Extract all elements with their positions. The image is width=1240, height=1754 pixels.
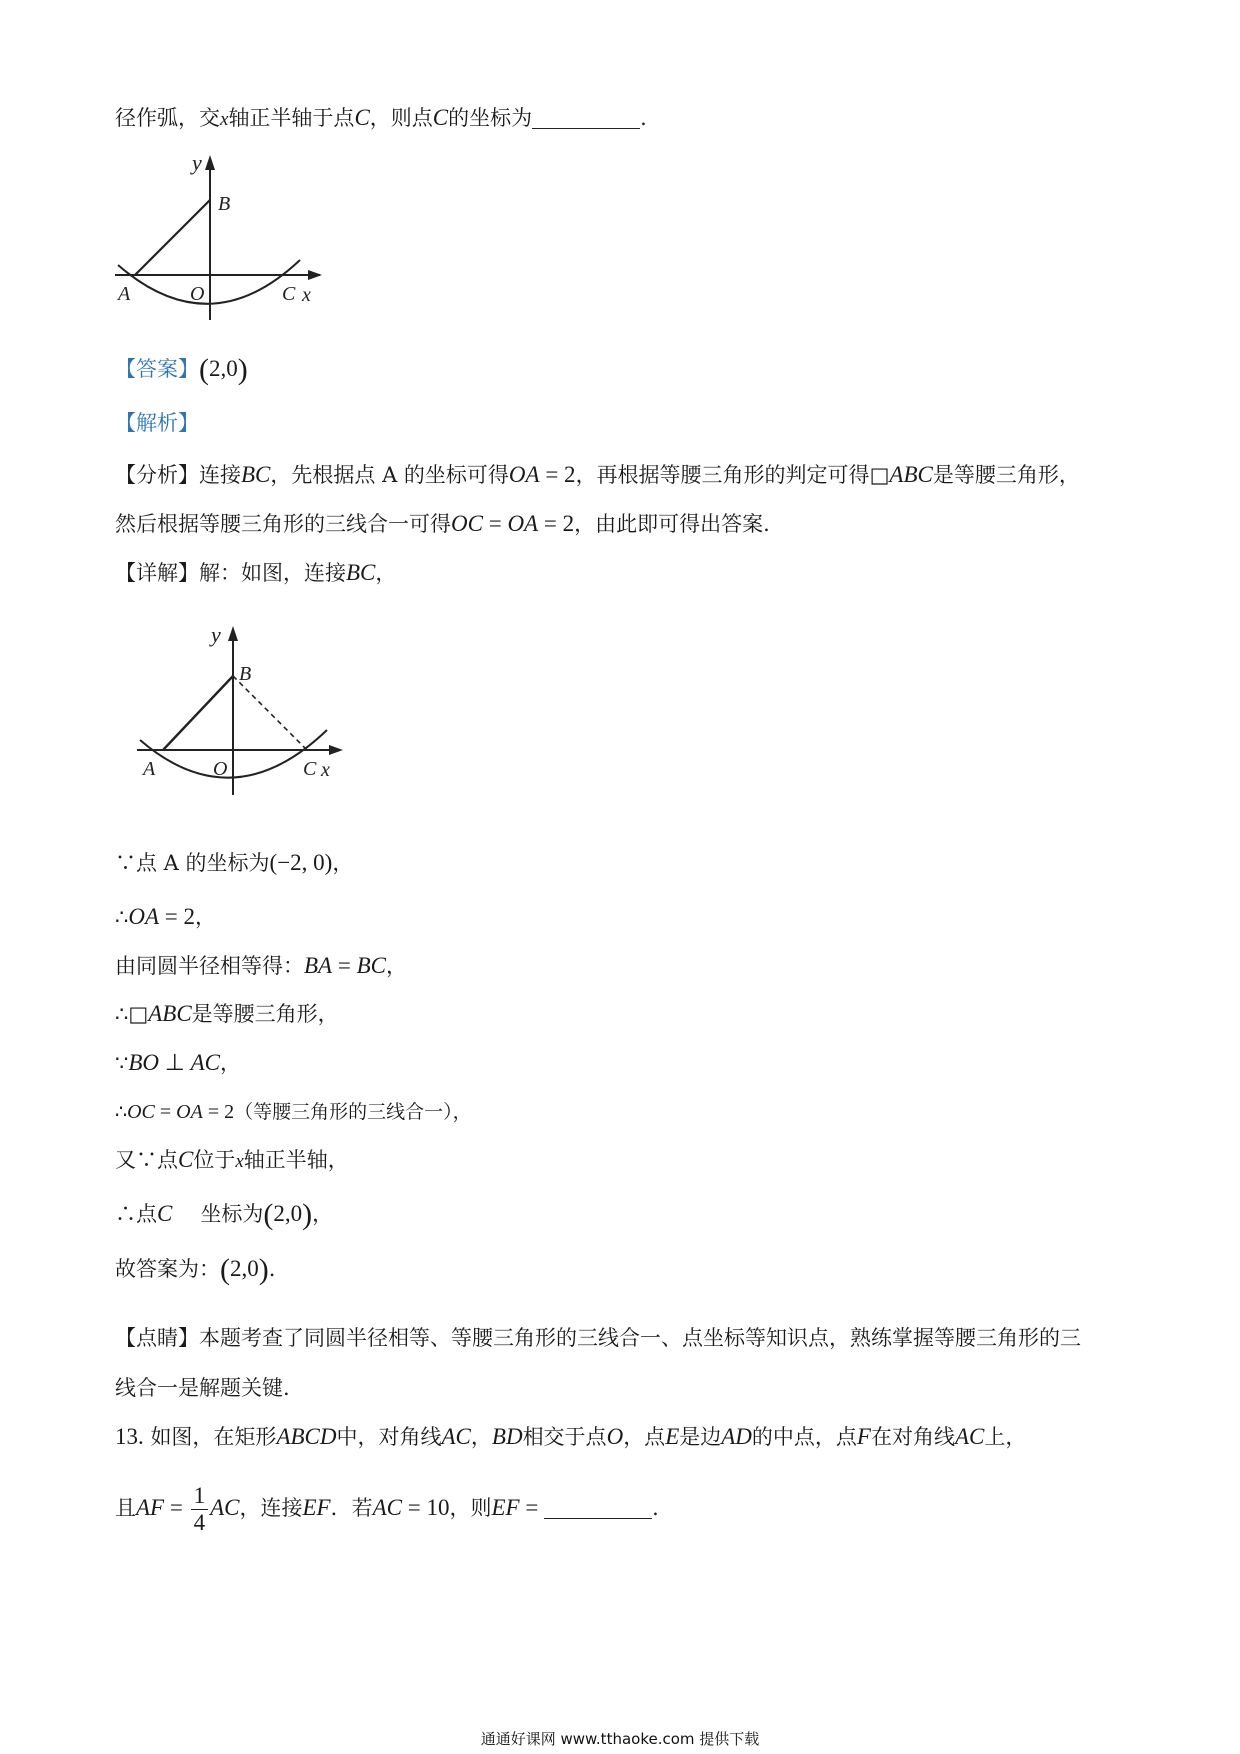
page-footer: 通通好课网 www.tthaoke.com 提供下载 bbox=[480, 1730, 760, 1748]
step-4: ∴□ABC是等腰三角形， bbox=[115, 1001, 339, 1026]
step-2: ∴OA = 2， bbox=[115, 904, 217, 929]
step-8: ∴点C 坐标为(2,0)， bbox=[115, 1198, 334, 1231]
answer-blank bbox=[532, 106, 640, 129]
fenxi-line-2: 然后根据等腰三角形的三线合一可得OC = OA = 2，由此即可得出答案. bbox=[115, 511, 770, 536]
point-b-label: B bbox=[218, 193, 231, 215]
xiangjie-line: 【详解】解：如图，连接BC， bbox=[115, 560, 397, 585]
figure-1 bbox=[110, 150, 340, 315]
x-label: x bbox=[321, 759, 330, 781]
y-label: y bbox=[192, 150, 202, 175]
dianjing-line-2: 线合一是解题关键. bbox=[115, 1376, 290, 1400]
origin-label: O bbox=[190, 283, 205, 305]
step-1: ∵点 A 的坐标为(−2, 0)， bbox=[115, 850, 354, 875]
origin-label: O bbox=[213, 758, 228, 780]
answer-blank bbox=[544, 1496, 652, 1519]
step-3: 由同圆半径相等得：BA = BC， bbox=[115, 953, 407, 978]
point-c-label: C bbox=[282, 283, 296, 305]
question-13-line-2: 且AF = $\frac{1}{4}$ AC，连接EF．若AC = 10，则EF = . bbox=[115, 1483, 659, 1535]
step-6: ∴OC = OA = 2（等腰三角形的三线合一）， bbox=[115, 1101, 472, 1123]
figure-2 bbox=[135, 620, 365, 800]
step-9: 故答案为：(2,0). bbox=[115, 1253, 276, 1286]
point-c-label: C bbox=[303, 758, 317, 780]
y-label: y bbox=[211, 622, 221, 647]
question-13-line-1: 13. 如图，在矩形ABCD中，对角线AC，BD相交于点O，点E是边AD的中点，点F在对角线AC上， bbox=[115, 1424, 1027, 1449]
step-7: 又∵点C位于x轴正半轴， bbox=[115, 1147, 349, 1172]
fenxi-line-1: 【分析】连接BC，先根据点 A 的坐标可得OA = 2，再根据等腰三角形的判定可得□ABC是等腰三角形， bbox=[115, 462, 1080, 487]
step-5: ∵BO ⊥ AC， bbox=[115, 1050, 241, 1075]
question-12-tail: 径作弧，交x轴正半轴于点C，则点C的坐标为 . bbox=[115, 105, 647, 130]
point-b-label: B bbox=[239, 663, 252, 685]
point-a-label: A bbox=[118, 283, 131, 305]
answer-line: 【答案】(2,0) bbox=[115, 353, 248, 386]
analysis-label: 【解析】 bbox=[115, 411, 199, 435]
dianjing-line-1: 【点睛】本题考查了同圆半径相等、等腰三角形的三线合一、点坐标等知识点，熟练掌握等腰三角形的三 bbox=[115, 1326, 1081, 1350]
point-a-label: A bbox=[143, 758, 156, 780]
fraction-one-quarter: $\frac{1}{4}$ bbox=[191, 1483, 209, 1536]
x-label: x bbox=[302, 284, 311, 306]
